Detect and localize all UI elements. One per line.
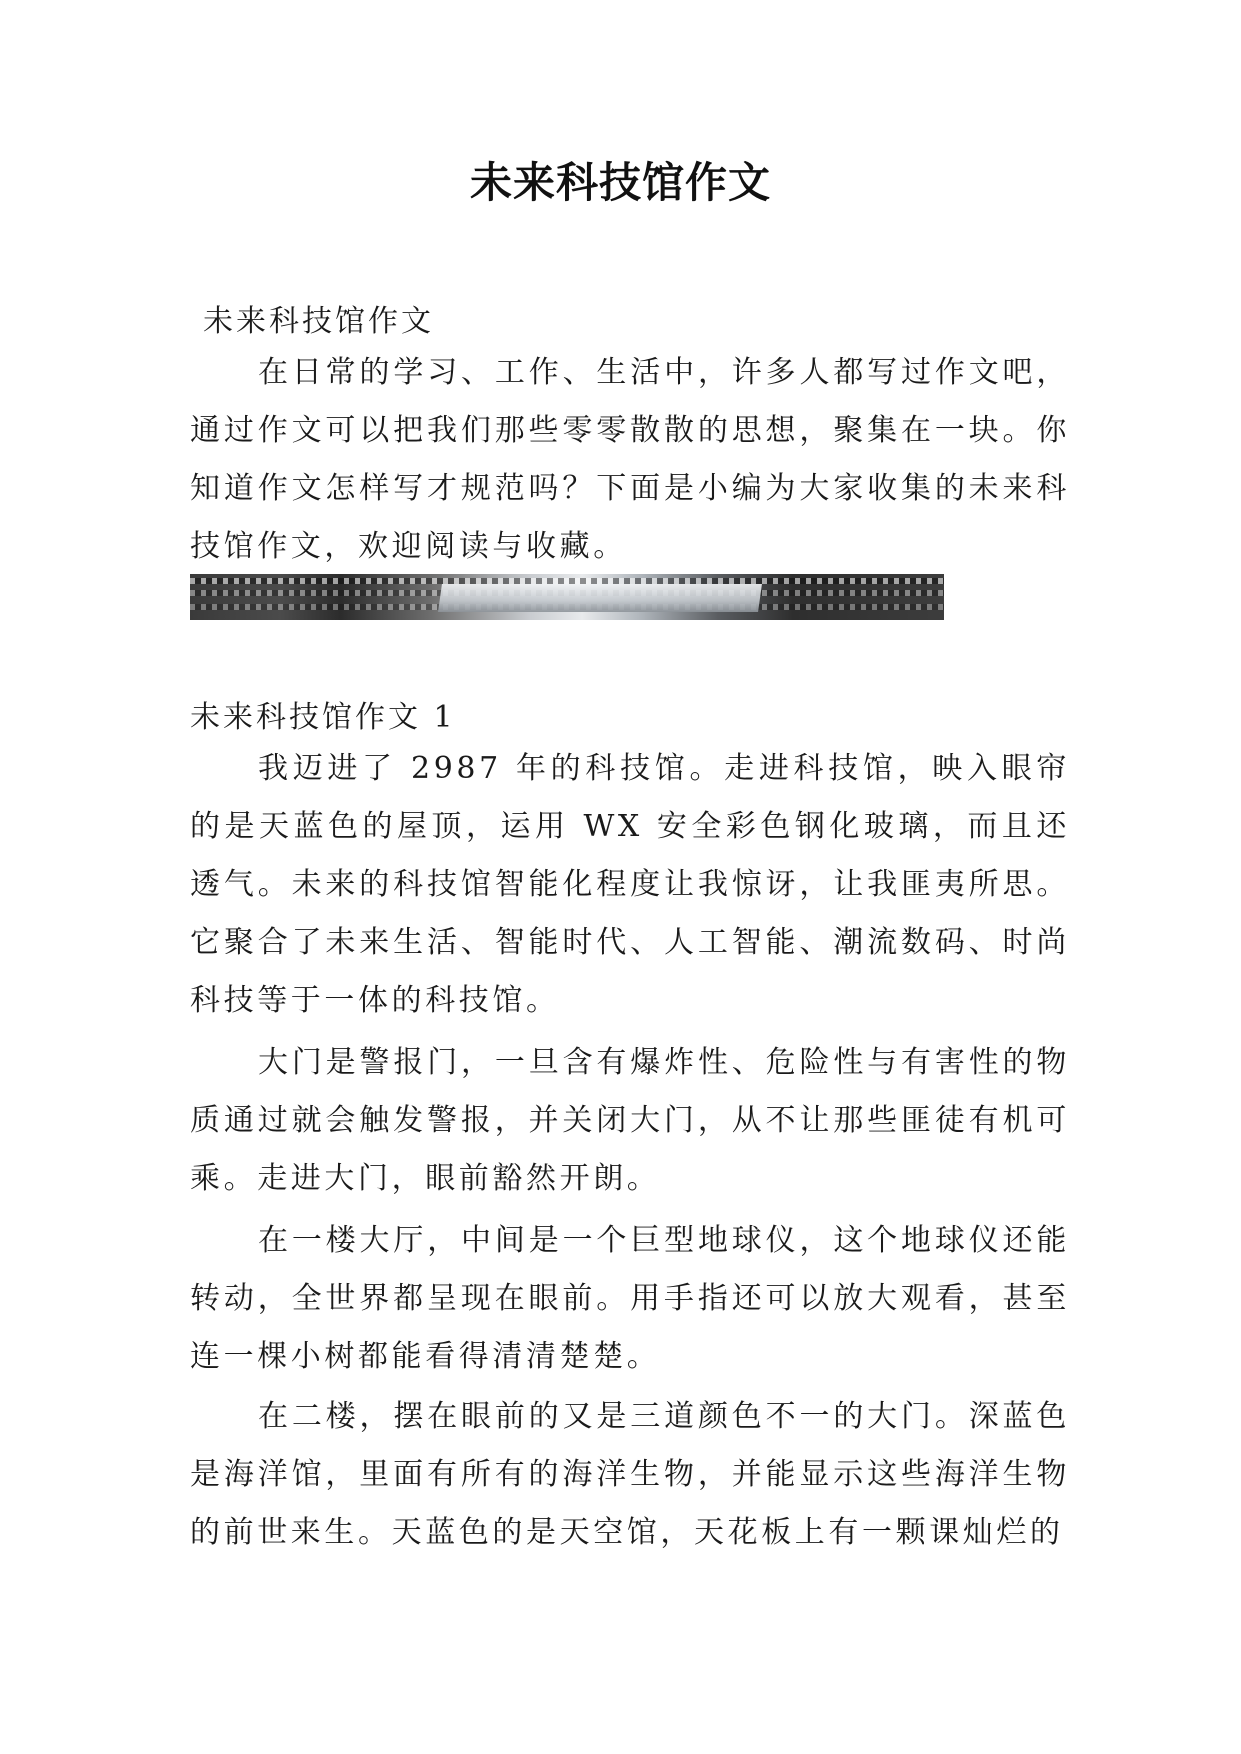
section-heading: 未来科技馆作文 1 <box>190 700 456 735</box>
body-paragraph-3: 在一楼大厅，中间是一个巨型地球仪，这个地球仪还能转动，全世界都呈现在眼前。用手指还可以放大观看，甚至连一棵小树都能看得清清楚楚。 <box>190 1223 1070 1374</box>
document-title: 未来科技馆作文 <box>469 158 771 207</box>
body-paragraph-1: 我迈进了 2987 年的科技馆。走进科技馆，映入眼帘的是天蓝色的屋顶，运用 WX 安全彩色钢化玻璃，而且还透气。未来的科技馆智能化程度让我惊讶，让我匪夷所思。它聚合了未来生活、智能时代、人工智能、潮流数码、时尚科技等于一体的科技馆。 <box>190 751 1070 1018</box>
intro-paragraph: 在日常的学习、工作、生活中，许多人都写过作文吧，通过作文可以把我们那些零零散散的思想，聚集在一块。你知道作文怎样写才规范吗？下面是小编为大家收集的未来科技馆作文，欢迎阅读与收藏。 <box>190 355 1070 564</box>
body-paragraph-2: 大门是警报门，一旦含有爆炸性、危险性与有害性的物质通过就会触发警报，并关闭大门，从不让那些匪徒有机可乘。走进大门，眼前豁然开朗。 <box>190 1045 1070 1196</box>
image-highlight <box>438 584 762 612</box>
body-paragraph-4: 在二楼，摆在眼前的又是三道颜色不一的大门。深蓝色是海洋馆，里面有所有的海洋生物，并能显示这些海洋生物的前世来生。天蓝色的是天空馆，天花板上有一颗课灿烂的 <box>190 1399 1070 1550</box>
banner-image <box>190 574 944 620</box>
document-subtitle: 未来科技馆作文 <box>203 304 434 339</box>
